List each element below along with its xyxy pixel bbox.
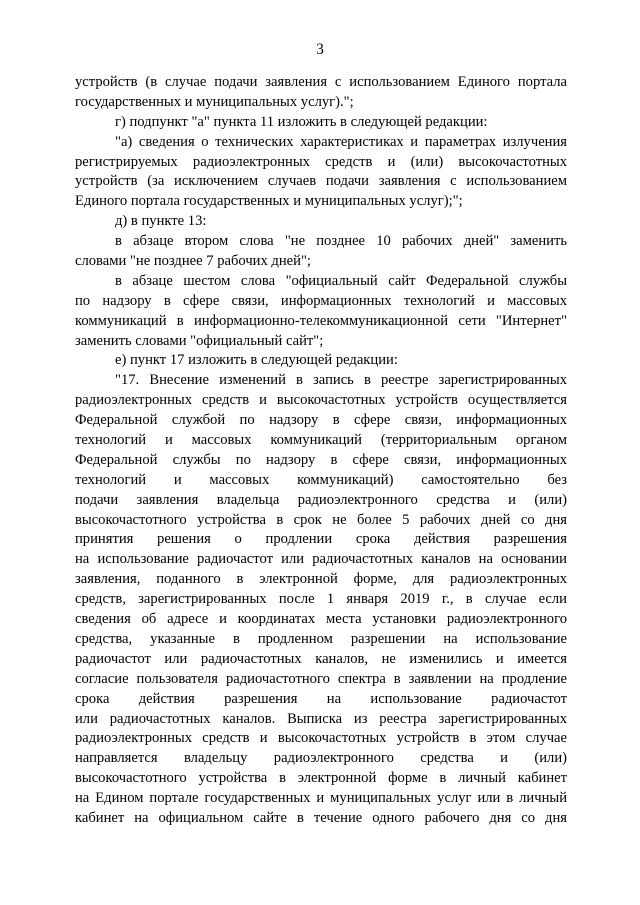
text-line: устройств (в случае подачи заявления с использованием Единого портала — [75, 74, 567, 90]
text-line: регистрируемых радиоэлектронных средств и (или) высокочастотных — [75, 153, 567, 170]
text-line: Федеральной службы по надзору в сфере связи, информационных — [75, 451, 567, 468]
text-line: средства, указанные в продленном разрешении на использование — [75, 630, 567, 647]
text-line: д) в пункте 13: — [115, 213, 207, 230]
text-line: в абзаце втором слова "не позднее 10 рабочих дней" заменить — [115, 233, 567, 250]
text-line: радиоэлектронных средств и высокочастотных устройств в этом случае — [75, 730, 567, 747]
text-line: "17. Внесение изменений в запись в реестре зарегистрированных — [115, 372, 567, 389]
text-line: подачи заявления владельца радиоэлектронного средства и (или) — [75, 491, 567, 508]
text-line: коммуникаций в информационно-телекоммуникационной сети "Интернет" — [75, 312, 567, 329]
text-line: г) подпункт "а" пункта 11 изложить в следующей редакции: — [115, 113, 488, 130]
document-body — [75, 73, 567, 829]
text-line: словами "не позднее 7 рабочих дней"; — [75, 253, 311, 270]
text-line: Единого портала государственных и муниципальных услуг);"; — [75, 193, 463, 210]
text-line: высокочастотного устройства в электронной форме в личный кабинет — [75, 770, 567, 787]
text-line: кабинет на официальном сайте в течение одного рабочего дня со дня — [75, 809, 567, 826]
text-line: на Едином портале государственных и муниципальных услуг или в личный — [75, 790, 567, 807]
text-line: или радиочастотных каналов. Выписка из реестра зарегистрированных — [75, 710, 567, 727]
text-line: "а) сведения о технических характеристиках и параметрах излучения — [115, 133, 567, 150]
text-line: высокочастотного устройства в срок не более 5 рабочих дней со дня — [75, 511, 567, 528]
text-line: радиочастот или радиочастотных каналов, не изменились и имеется — [75, 650, 567, 667]
text-line: сведения об адресе и координатах места установки радиоэлектронного — [75, 611, 567, 628]
text-line: заявления, поданного в электронной форме, для радиоэлектронных — [75, 571, 567, 588]
text-line: согласие пользователя радиочастотного спектра в заявлении на продление — [75, 670, 567, 687]
text-line: заменить словами "официальный сайт"; — [75, 332, 324, 349]
text-line: средств, зарегистрированных после 1 января 2019 г., в случае если — [75, 591, 567, 608]
text-line: принятия решения о продлении срока действия разрешения — [75, 531, 567, 548]
text-line: е) пункт 17 изложить в следующей редакции: — [115, 352, 398, 369]
page-number: 3 — [316, 41, 324, 58]
text-line: устройств (за исключением случаев подачи заявления с использованием — [75, 173, 567, 190]
text-line: срока действия разрешения на использование радиочастот — [75, 690, 567, 707]
text-line: радиоэлектронных средств и высокочастотных устройств осуществляется — [75, 392, 567, 409]
text-line: технологий и массовых коммуникаций) самостоятельно без — [75, 471, 567, 488]
text-line: по надзору в сфере связи, информационных технологий и массовых — [75, 292, 567, 309]
text-line: технологий и массовых коммуникаций (территориальным органом — [75, 432, 567, 449]
text-line: в абзаце шестом слова "официальный сайт Федеральной службы — [115, 272, 567, 289]
text-line: на использование радиочастот или радиочастотных каналов на основании — [75, 551, 567, 568]
text-line: государственных и муниципальных услуг)."; — [75, 93, 354, 110]
text-line: Федеральной службой по надзору в сфере связи, информационных — [75, 412, 567, 429]
text-line: направляется владельцу радиоэлектронного средства и (или) — [75, 750, 567, 767]
